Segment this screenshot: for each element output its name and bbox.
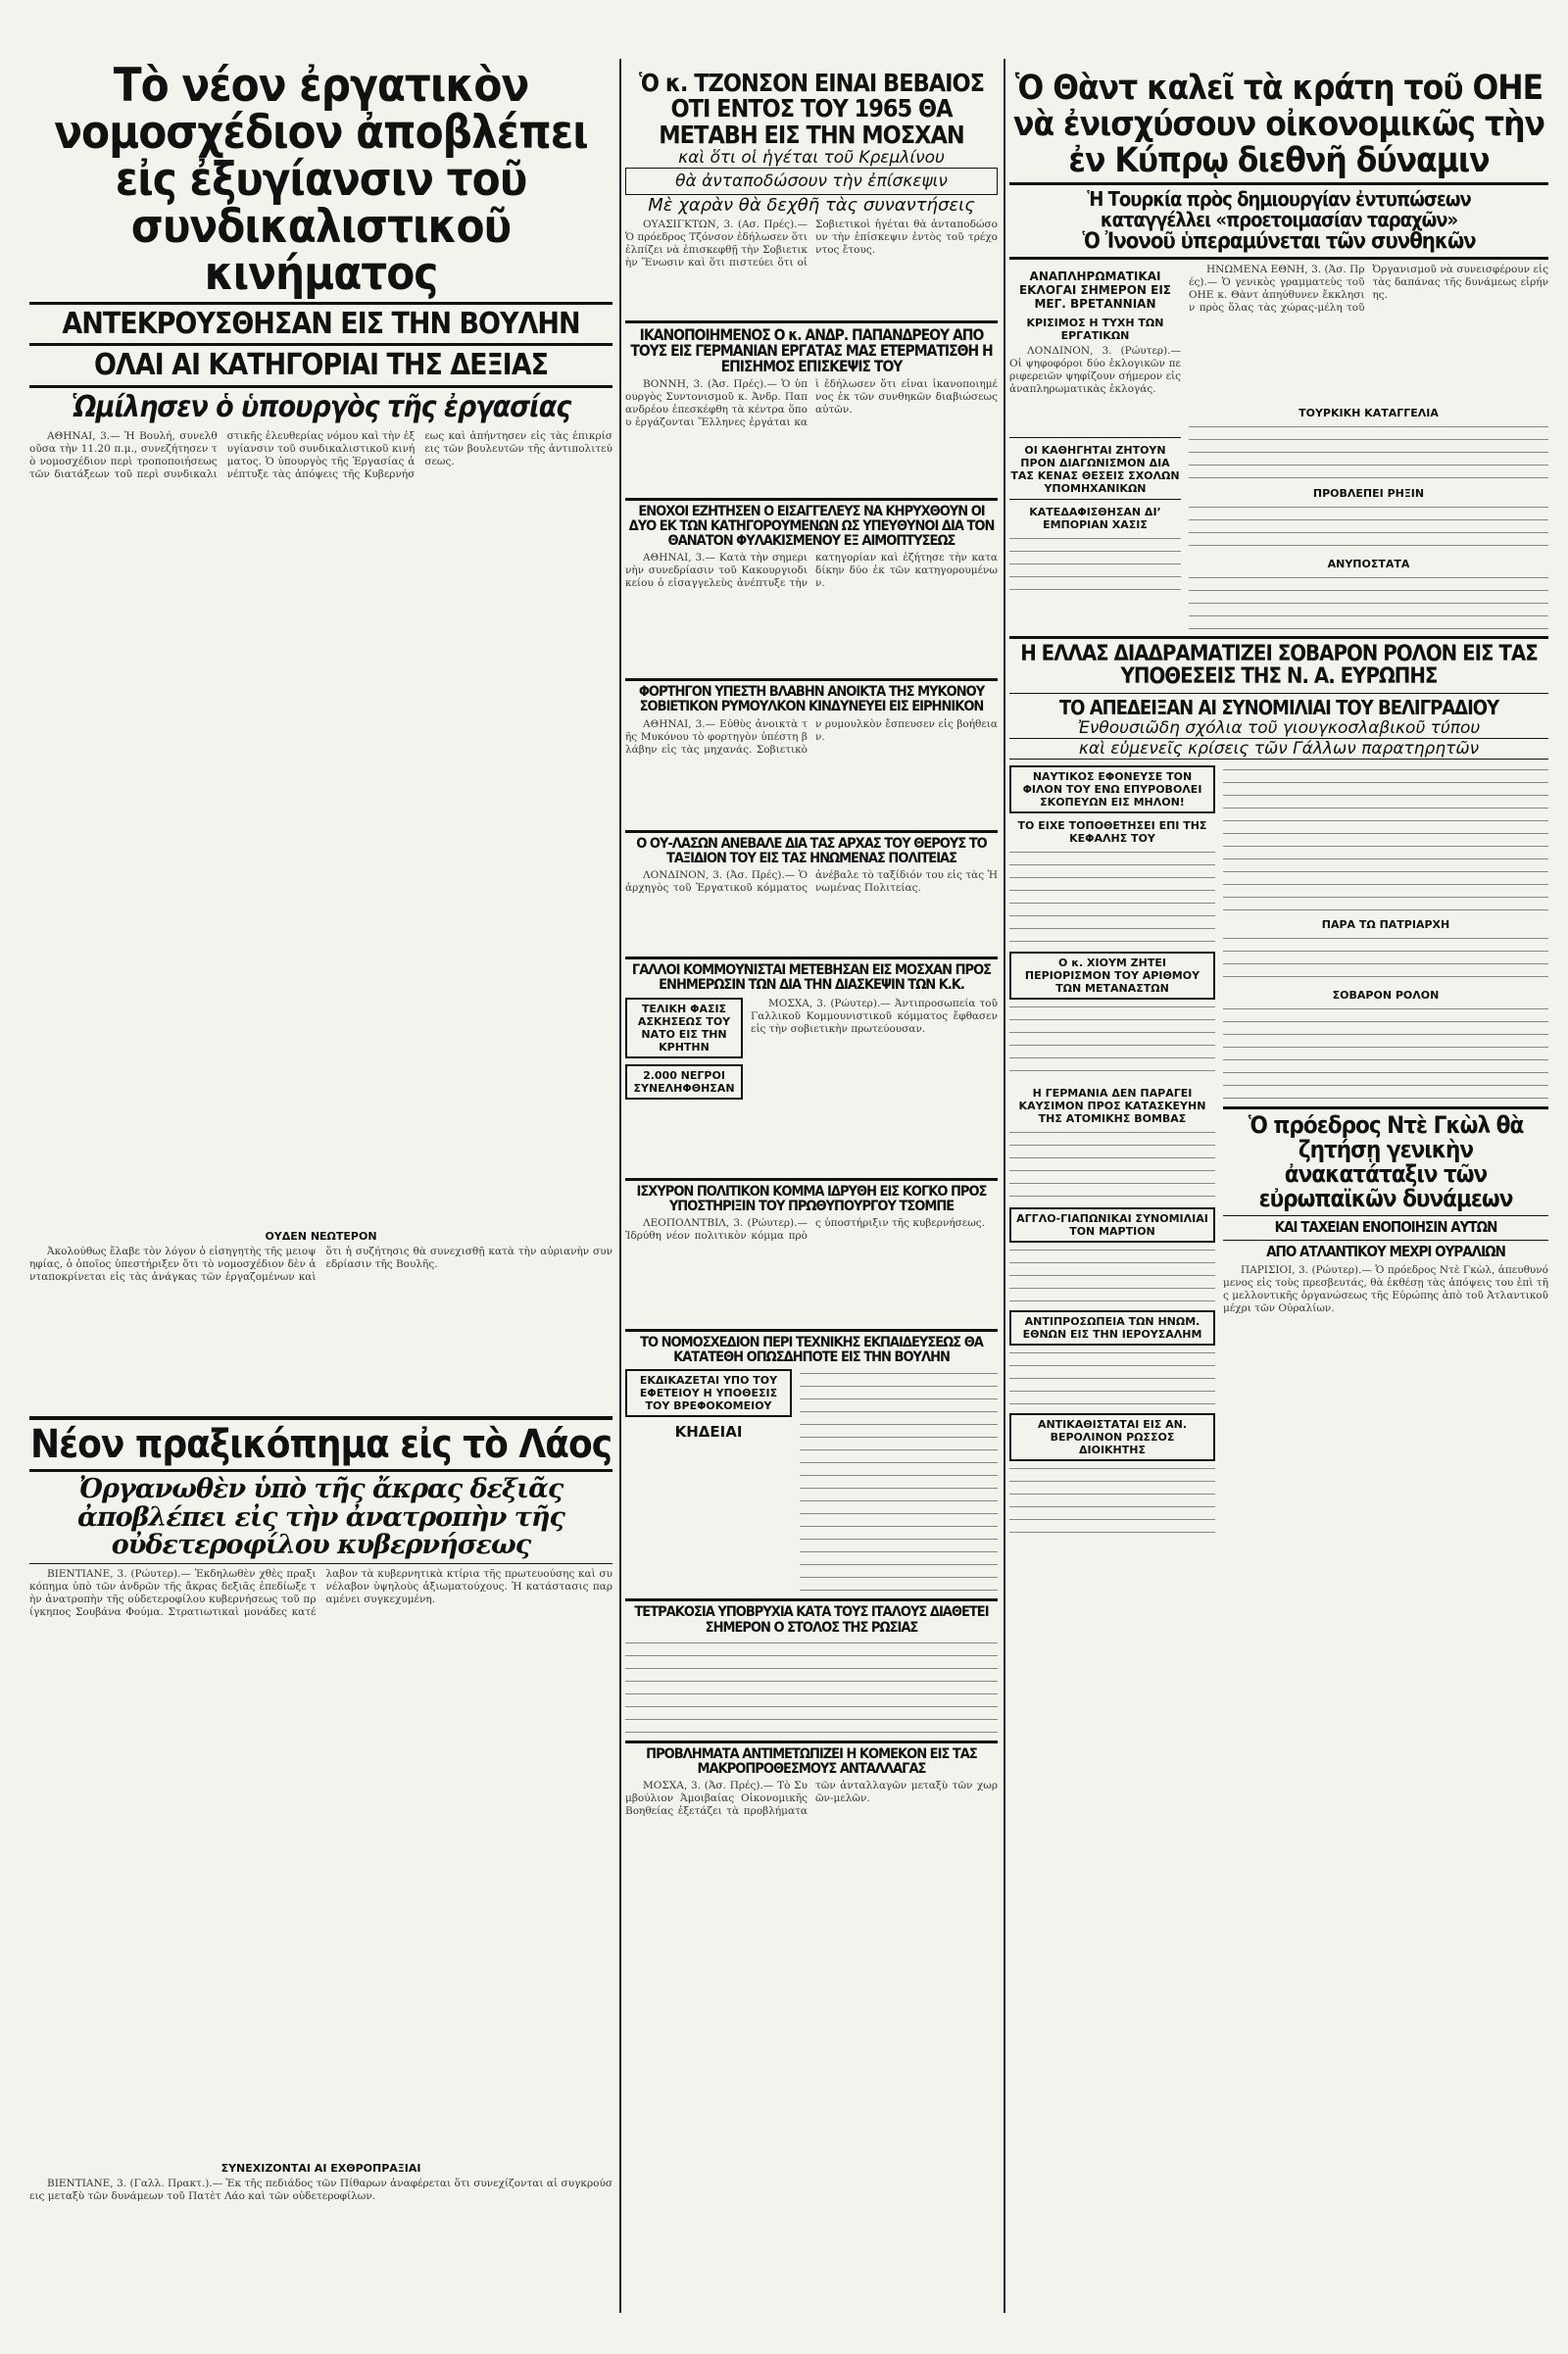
boxed-subhead: ΤΕΛΙΚΗ ΦΑΣΙΣ ΑΣΚΗΣΕΩΣ ΤΟΥ ΝΑΤΟ ΕΙΣ ΤΗΝ ΚΡΗΤΗΝ: [625, 998, 743, 1058]
article-body: ΒΟΝΝΗ, 3. (Ἀσ. Πρές).— Ὁ ὑπουργὸς Συντονισμοῦ κ. Ἀνδρ. Παπανδρέου ἐπεσκέφθη τὰ κέντρα ὅπου ἐργάζονται Ἕλληνες ἐργάται καὶ ἐδήλωσεν ὅτι εἶναι ἱκανοποιημένος ἐκ τῶν συνθηκῶν διαβιώσεως αὐτῶν.: [625, 377, 998, 428]
headline-congo: ΙΣΧΥΡΟΝ ΠΟΛΙΤΙΚΟΝ ΚΟΜΜΑ ΙΔΡΥΘΗ ΕΙΣ ΚΟΓΚΟ ΠΡΟΣ ΥΠΟΣΤΗΡΙΞΙΝ ΤΟΥ ΠΡΩΘΥΠΟΥΡΓΟΥ ΤΣΟΜΠΕ: [636, 1183, 987, 1214]
article-body: ΟΥΑΣΙΓΚΤΩΝ, 3. (Ασ. Πρές).— Ὁ πρόεδρος Τζόνσον ἐδήλωσεν ὅτι ἐλπίζει νὰ ἐπισκεφθῇ τὴν Σοβιετικὴν Ἕνωσιν καὶ ὅτι πιστεύει ὅτι οἱ Σοβιετικοὶ ἡγέται θὰ ἀνταποδώσουν τὴν ἐπίσκεψιν ἐντὸς τοῦ τρέχοντος ἔτους.: [625, 218, 998, 269]
subhead: ΠΑΡΑ ΤΩ ΠΑΤΡΙΑΡΧΗ: [1321, 917, 1450, 931]
article-body: ΑΘΗΝΑΙ, 3.— Ἡ Βουλή, συνελθοῦσα τὴν 11.20 π.μ., συνεζήτησεν τὸ νομοσχέδιον περὶ τροποποιήσεως τῶν διατάξεων τοῦ περὶ συνδικαλιστικῆς ἐλευθερίας νόμου καὶ τὴν ἐξυγίανσιν τοῦ συνδικαλιστικοῦ κινήματος. Ὁ ὑπουργὸς τῆς Ἐργασίας ἀνέπτυξε τὰς ἀπόψεις τῆς Κυβερνήσεως καὶ ἀπήντησεν εἰς τὰς ἐπικρίσεις τῶν βουλευτῶν τῆς ἀντιπολιτεύσεως.: [29, 430, 612, 481]
article-body-filler: [1189, 573, 1548, 632]
divider: [1223, 1106, 1548, 1109]
subhead-un-jerusalem: ΑΝΤΙΠΡΟΣΩΠΕΙΑ ΤΩΝ ΗΝΩΜ. ΕΘΝΩΝ ΕΙΣ ΤΗΝ ΙΕΡΟΥΣΑΛΗΜ: [1009, 1310, 1215, 1346]
article-body-filler: [1009, 1246, 1215, 1304]
subhead: ΑΝΥΠΟΣΤΑΤΑ: [1327, 558, 1410, 571]
deck-minister: Ὡμίλησεν ὁ ὑπουργὸς τῆς ἐργασίας: [71, 389, 571, 424]
deck-french: καὶ εὐμενεῖς κρίσεις τῶν Γάλλων παρατηρητῶν: [1009, 738, 1548, 760]
divider: [1009, 437, 1181, 438]
headline-de-gaulle: Ὁ πρόεδρος Ντὲ Γκὼλ θὰ ζητήσῃ γενικὴν ἀνακατάταξιν τῶν εὐρωπαϊκῶν δυνάμεων: [1248, 1110, 1524, 1213]
headline-papandreou: ΙΚΑΝΟΠΟΙΗΜΕΝΟΣ Ο κ. ΑΝΔΡ. ΠΑΠΑΝΔΡΕΟΥ ΑΠΟ ΤΟΥΣ ΕΙΣ ΓΕΡΜΑΝΙΑΝ ΕΡΓΑΤΑΣ ΜΑΣ ΕΤΕΡΜΑΤΙΣΘΗ Η ΕΠΙΣΗΜΟΣ ΕΠΙΣΚΕΨΙΣ ΤΟΥ: [630, 325, 993, 376]
divider: [625, 1741, 998, 1743]
subhead: ΤΟΥΡΚΙΚΗ ΚΑΤΑΓΓΕΛΙΑ: [1298, 407, 1439, 420]
subhead-apple: ΤΟ ΕΙΧΕ ΤΟΠΟΘΕΤΗΣΕΙ ΕΠΙ ΤΗΣ ΚΕΦΑΛΗΣ ΤΟΥ: [1017, 818, 1207, 845]
divider: [1009, 693, 1548, 694]
article-body-filler: [1223, 1005, 1548, 1103]
article-body: ΜΟΣΧΑ, 3. (Ἀσ. Πρές).— Τὸ Συμβούλιον Ἀμοιβαίας Οἰκονομικῆς Βοηθείας ἐξετάζει τὰ προβλήματα τῶν ἀνταλλαγῶν μεταξὺ τῶν χωρῶν-μελῶν.: [625, 1780, 998, 1818]
divider: [625, 498, 998, 501]
article-body-filler: [1223, 765, 1548, 912]
deck-yugoslav-press: Ἐνθουσιῶδη σχόλια τοῦ γιουγκοσλαβικοῦ τύπου: [1077, 717, 1481, 738]
subhead-teachers: ΟΙ ΚΑΘΗΓΗΤΑΙ ΖΗΤΟΥΝ ΠΡΟΝ ΔΙΑΓΩΝΙΣΜΟΝ ΔΙΑ ΤΑΣ ΚΕΝΑΣ ΘΕΣΕΙΣ ΣΧΟΛΩΝ ΥΠΟΜΗΧΑΝΙΚΩΝ: [1010, 444, 1180, 496]
subhead: ΟΥΔΕΝ ΝΕΩΤΕΡΟΝ: [265, 1230, 377, 1244]
article-body-filler: [800, 1369, 998, 1594]
article-body: ΒΙΕΝΤΙΑΝΕ, 3. (Ρώυτερ).— Ἐκδηλωθὲν χθὲς πραξικόπημα ὑπὸ τῶν ἀνδρῶν τῆς ἄκρας δεξιᾶς ἐπεδίωξε τὴν ἀνατροπὴν τῆς οὐδετεροφίλου κυβερνήσεως τοῦ πρίγκηπος Σουβάνα Φούμα. Στρατιωτικαὶ μονάδες κατέλαβον τὰ κυβερνητικὰ κτίρια τῆς πρωτευούσης καὶ συνέλαβον ὑψηλοὺς ἀξιωματούχους. Ἡ κατάστασις παραμένει συγκεχυμένη.: [29, 1568, 612, 1619]
headline-soviet-fleet: ΤΕΤΡΑΚΟΣΙΑ ΥΠΟΒΡΥΧΙΑ ΚΑΤΑ ΤΟΥΣ ΙΤΑΛΟΥΣ ΔΙΑΘΕΤΕΙ ΣΗΜΕΡΟΝ Ο ΣΤΟΛΟΣ ΤΗΣ ΡΩΣΙΑΣ: [634, 1604, 989, 1636]
article-body: ΑΘΗΝΑΙ, 3.— Κατὰ τὴν σημερινὴν συνεδρίασιν τοῦ Κακουργιοδικείου ὁ εἰσαγγελεὺς ἀνέπτυξε τὴν κατηγορίαν καὶ ἐζήτησε τὴν καταδίκην δύο ἐκ τῶν κατηγορουμένων.: [625, 552, 998, 590]
deck-right-categories: ΟΛΑΙ ΑΙ ΚΑΤΗΓΟΡΙΑΙ ΤΗΣ ΔΕΞΙΑΣ: [93, 348, 549, 383]
article-body: ΛΕΟΠΟΛΝΤΒΙΛ, 3. (Ρώυτερ).— Ἱδρύθη νέον πολιτικὸν κόμμα πρὸς ὑποστήριξιν τῆς κυβερνήσεως.: [625, 1216, 986, 1242]
article-body-filler: [625, 1639, 998, 1737]
article-body: ΒΙΕΝΤΙΑΝΕ, 3. (Γαλλ. Πρακτ.).— Ἐκ τῆς πεδιάδος τῶν Πίθαρων ἀναφέρεται ὅτι συνεχίζονται αἱ συγκρούσεις μεταξὺ τῶν δυνάμεων τοῦ Πατὲτ Λάο καὶ τῶν οὐδετεροφίλων.: [29, 2178, 612, 2203]
subhead: ΣΥΝΕΧΙΖΟΝΤΑΙ ΑΙ ΕΧΘΡΟΠΡΑΞΙΑΙ: [220, 2162, 421, 2176]
divider: [625, 1598, 998, 1601]
article-body-filler: [1223, 934, 1548, 983]
divider: [625, 1329, 998, 1332]
article-body-filler: [1009, 1003, 1215, 1081]
divider: [29, 343, 612, 346]
subhead-by-elections: ΑΝΑΠΛΗΡΩΜΑΤΙΚΑΙ ΕΚΛΟΓΑΙ ΣΗΜΕΡΟΝ ΕΙΣ ΜΕΓ. ΒΡΕΤΑΝΝΙΑΝ: [1018, 270, 1171, 312]
column-middle: [625, 0, 998, 2329]
column-right: [1009, 0, 1548, 2329]
deck-unification: ΚΑΙ ΤΑΧΕΙΑΝ ΕΝΟΠΟΙΗΣΙΝ ΑΥΤΩΝ: [1274, 1218, 1497, 1237]
article-body-filler: [1009, 1464, 1215, 1533]
headline-greece-role: Η ΕΛΛΑΣ ΔΙΑΔΡΑΜΑΤΙΖΕΙ ΣΟΒΑΡΟΝ ΡΟΛΟΝ ΕΙΣ ΤΑΣ ΥΠΟΘΕΣΕΙΣ ΤΗΣ Ν. Α. ΕΥΡΩΠΗΣ: [1020, 642, 1538, 690]
deck-rejected: ΑΝΤΕΚΡΟΥΣΘΗΣΑΝ ΕΙΣ ΤΗΝ ΒΟΥΛΗΝ: [62, 306, 580, 341]
subhead: ΠΡΟΒΛΕΠΕΙ ΡΗΞΙΝ: [1312, 487, 1425, 501]
subhead-funerals: ΚΗΔΕΙΑΙ: [674, 1423, 743, 1442]
article-body: ΠΑΡΙΣΙΟΙ, 3. (Ρώυτερ).— Ὁ πρόεδρος Ντὲ Γκὼλ, ἀπευθυνόμενος εἰς τοὺς πρεσβευτάς, θὰ ἐκθέσῃ τὰς ἀπόψεις του ἐπὶ τῆς μελλοντικῆς ὀργανώσεως τῆς Εὐρώπης ἀπὸ τοῦ Ἀτλαντικοῦ μέχρι τῶν Οὐραλίων.: [1223, 1263, 1548, 1314]
headline-mykonos: ΦΟΡΤΗΓΟΝ ΥΠΕΣΤΗ ΒΛΑΒΗΝ ΑΝΟΙΚΤΑ ΤΗΣ ΜΥΚΟΝΟΥ ΣΟΒΙΕΤΙΚΟΝ ΡΥΜΟΥΛΚΟΝ ΚΙΝΔΥΝΕΥΕΙ ΕΙΣ ΕΙΡΗΝΙΚΟΝ: [638, 684, 985, 715]
subhead: ΣΟΒΑΡΟΝ ΡΟΛΟΝ: [1332, 988, 1440, 1002]
headline-johnson: Ὁ κ. ΤΖΟΝΣΟΝ ΕΙΝΑΙ ΒΕΒΑΙΟΣ ΟΤΙ ΕΝΤΟΣ ΤΟΥ 1965 ΘΑ ΜΕΤΑΒΗ ΕΙΣ ΤΗΝ ΜΟΣΧΑΝ: [639, 69, 984, 149]
headline-wilson: Ο ΟΥ-ΛΑΣΩΝ ΑΝΕΒΑΛΕ ΔΙΑ ΤΑΣ ΑΡΧΑΣ ΤΟΥ ΘΕΡΟΥΣ ΤΟ ΤΑΞΙΔΙΟΝ ΤΟΥ ΕΙΣ ΤΑΣ ΗΝΩΜΕΝΑΣ ΠΟΛΙΤΕΙΑΣ: [636, 835, 987, 866]
article-body: ΛΟΝΔΙΝΟΝ, 3. (Ρώυτερ).— Οἱ ψηφοφόροι δύο ἐκλογικῶν περιφερειῶν ψηφίζουν σήμερον εἰς ἀναπληρωματικὰς ἐκλογάς.: [1009, 345, 1181, 396]
subhead-hume: Ο κ. ΧΙΟΥΜ ΖΗΤΕΙ ΠΕΡΙΟΡΙΣΜΟΝ ΤΟΥ ΑΡΙΘΜΟΥ ΤΩΝ ΜΕΤΑΝΑΣΤΩΝ: [1009, 952, 1215, 1000]
subhead-berlin: ΑΝΤΙΚΑΘΙΣΤΑΤΑΙ ΕΙΣ ΑΝ. ΒΕΡΟΛΙΝΟΝ ΡΩΣΣΟΣ ΔΙΟΙΚΗΤΗΣ: [1009, 1413, 1215, 1461]
deck-laos: Ὀργανωθὲν ὑπὸ τῆς ἄκρας δεξιᾶς ἀποβλέπει εἰς τὴν ἀνατροπὴν τῆς οὐδετεροφίλου κυβερνήσεως: [77, 1474, 564, 1560]
column-rule: [1004, 59, 1005, 2313]
article-body: Ἀκολούθως ἔλαβε τὸν λόγον ὁ εἰσηγητὴς τῆς μειοψηφίας, ὁ ὁποῖος ὑπεστήριξεν ὅτι τὸ νομοσχέδιον δὲν ἀνταποκρίνεται εἰς τὰς ἀνάγκας τῶν ἐργαζομένων καὶ ὅτι ἡ συζήτησις θὰ συνεχισθῇ κατὰ τὴν αὐριανὴν συνεδρίασιν τῆς Βουλῆς.: [29, 1246, 612, 1284]
headline-comecon: ΠΡΟΒΛΗΜΑΤΑ ΑΝΤΙΜΕΤΩΠΙΖΕΙ Η ΚΟΜΕΚΟΝ ΕΙΣ ΤΑΣ ΜΑΚΡΟΠΡΟΘΕΣΜΟΥΣ ΑΝΤΑΛΛΑΓΑΣ: [646, 1745, 977, 1778]
article-body: ΗΝΩΜΕΝΑ ΕΘΝΗ, 3. (Ἀσ. Πρές).— Ὁ γενικὸς γραμματεὺς τοῦ ΟΗΕ κ. Θὰντ ἀπηύθυνεν ἔκκλησιν πρὸς ὅλας τὰς χώρας-μέλη τοῦ Ὀργανισμοῦ νὰ συνεισφέρουν εἰς τὰς δαπάνας τῆς δυνάμεως εἰρήνης.: [1189, 264, 1548, 315]
article-body-filler: [1189, 503, 1548, 552]
article-body-filler: [1009, 1128, 1215, 1202]
divider: [1009, 182, 1548, 185]
subhead-germany-fuel: Η ΓΕΡΜΑΝΙΑ ΔΕΝ ΠΑΡΑΓΕΙ ΚΑΥΣΙΜΟΝ ΠΡΟΣ ΚΑΤΑΣΚΕΥΗΝ ΤΗΣ ΑΤΟΜΙΚΗΣ ΒΟΜΒΑΣ: [1018, 1086, 1206, 1125]
headline-thant: Ὁ Θὰντ καλεῖ τὰ κράτη τοῦ ΟΗΕ νὰ ἐνισχύσουν οἰκονομικῶς τὴν ἐν Κύπρῳ διεθνῆ δύναμιν: [1013, 69, 1544, 180]
subhead-hashish: ΚΑΤΕΔΑΦΙΣΘΗΣΑΝ ΔΙ’ ΕΜΠΟΡΙΑΝ ΧΑΣΙΣ: [1029, 506, 1161, 532]
boxed-subhead: 2.000 ΝΕΓΡΟΙ ΣΥΝΕΛΗΦΘΗΣΑΝ: [625, 1064, 743, 1100]
deck-belgrade: ΤΟ ΑΠΕΔΕΙΞΑΝ ΑΙ ΣΥΝΟΜΙΛΙΑΙ ΤΟΥ ΒΕΛΙΓΡΑΔΙΟΥ: [1058, 695, 1499, 719]
boxed-subhead: ΕΚΔΙΚΑΖΕΤΑΙ ΥΠΟ ΤΟΥ ΕΦΕΤΕΙΟΥ Η ΥΠΟΘΕΣΙΣ ΤΟΥ ΒΡΕΦΟΚΟΜΕΙΟΥ: [625, 1369, 792, 1417]
deck-kremlin: καὶ ὅτι οἱ ἡγέται τοῦ Κρεμλίνου: [678, 147, 945, 168]
deck-turkey: Ἡ Τουρκία πρὸς δημιουργίαν ἐντυπώσεων: [1087, 187, 1471, 212]
article-body-filler: [1009, 534, 1181, 593]
article-body: ΜΟΣΧΑ, 3. (Ρώυτερ).— Ἀντιπροσωπεία τοῦ Γαλλικοῦ Κομμουνιστικοῦ κόμματος ἔφθασεν εἰς τὴν σοβιετικὴν πρωτεύουσαν.: [751, 997, 998, 1035]
headline-laos: Νέον πραξικόπημα εἰς τὸ Λάος: [29, 1422, 612, 1468]
divider: [625, 830, 998, 833]
divider: [1009, 636, 1548, 639]
divider: [625, 1178, 998, 1181]
subhead-labour: ΚΡΙΣΙΜΟΣ Η ΤΥΧΗ ΤΩΝ ΕΡΓΑΤΙΚΩΝ: [1026, 317, 1164, 343]
divider: [29, 1416, 612, 1420]
column-left: [29, 0, 612, 2329]
subhead-anglo-japanese: ΑΓΓΛΟ-ΓΙΑΠΩΝΙΚΑΙ ΣΥΝΟΜΙΛΙΑΙ ΤΟΝ ΜΑΡΤΙΟΝ: [1009, 1207, 1215, 1243]
deck-meetings: Μὲ χαρὰν θὰ δεχθῆ τὰς συναντήσεις: [648, 194, 975, 216]
divider: [1223, 1215, 1548, 1216]
divider: [29, 385, 612, 388]
divider: [1009, 499, 1181, 500]
article-body-filler: [1009, 1349, 1215, 1407]
headline-labor-bill: Τὸ νέον ἐργατικὸν νομοσχέδιον ἀποβλέπει εἰς ἐξυγίανσιν τοῦ συνδικαλιστικοῦ κινήματος: [54, 59, 588, 301]
divider: [625, 956, 998, 959]
article-body-filler: [1009, 848, 1215, 946]
deck-turmoil: καταγγέλλει «προετοιμασίαν ταραχῶν»: [1100, 208, 1458, 232]
divider: [29, 302, 612, 305]
divider: [29, 1563, 612, 1564]
divider: [625, 320, 998, 323]
subhead-sailor: ΝΑΥΤΙΚΟΣ ΕΦΟΝΕΥΣΕ ΤΟΝ ΦΙΛΟΝ ΤΟΥ ΕΝΩ ΕΠΥΡΟΒΟΛΕΙ ΣΚΟΠΕΥΩΝ ΕΙΣ ΜΗΛΟΝ!: [1009, 765, 1215, 813]
headline-french-communists: ΓΑΛΛΟΙ ΚΟΜΜΟΥΝΙΣΤΑΙ ΜΕΤΕΒΗΣΑΝ ΕΙΣ ΜΟΣΧΑΝ ΠΡΟΣ ΕΝΗΜΕΡΩΣΙΝ ΤΩΝ ΔΙΑ ΤΗΝ ΔΙΑΣΚΕΨΙΝ ΤΩΝ Κ.Κ.: [631, 962, 992, 994]
divider: [625, 678, 998, 681]
article-body: ΑΘΗΝΑΙ, 3.— Εὐθὺς ἀνοικτὰ τῆς Μυκόνου τὸ φορτηγὸν ὑπέστη βλάβην εἰς τὰς μηχανάς. Σοβιετικὸν ρυμουλκὸν ἔσπευσεν εἰς βοήθειαν.: [625, 717, 998, 756]
divider: [29, 1469, 612, 1472]
article-body: ΛΟΝΔΙΝΟΝ, 3. (Ἀσ. Πρές).— Ὁ ἀρχηγὸς τοῦ Ἐργατικοῦ κόμματος ἀνέβαλε τὸ ταξίδιόν του εἰς τὰς Ἡνωμένας Πολιτείας.: [625, 869, 998, 895]
deck-inonu: Ὁ Ἰνονοῦ ὑπεραμύνεται τῶν συνθηκῶν: [1082, 229, 1476, 255]
divider: [1009, 257, 1548, 260]
deck-visit: θὰ ἀνταποδώσουν τὴν ἐπίσκεψιν: [625, 168, 998, 195]
article-body-filler: [1189, 422, 1548, 481]
divider: [1223, 1240, 1548, 1241]
headline-prosecutor: ΕΝΟΧΟΙ ΕΖΗΤΗΣΕΝ Ο ΕΙΣΑΓΓΕΛΕΥΣ ΝΑ ΚΗΡΥΧΘΟΥΝ ΟΙ ΔΥΟ ΕΚ ΤΩΝ ΚΑΤΗΓΟΡΟΥΜΕΝΩΝ ΩΣ ΥΠΕΥΘΥΝΟΙ ΔΙΑ ΤΟΝ ΘΑΝΑΤΟΝ ΦΥΛΑΚΙΣΜΕΝΟΥ ΕΞ ΑΙΜΟΠΤΥΣΕΩΣ: [628, 503, 995, 549]
headline-technical-education: ΤΟ ΝΟΜΟΣΧΕΔΙΟΝ ΠΕΡΙ ΤΕΧΝΙΚΗΣ ΕΚΠΑΙΔΕΥΣΕΩΣ ΘΑ ΚΑΤΑΤΕΘΗ ΟΠΩΣΔΗΠΟΤΕ ΕΙΣ ΤΗΝ ΒΟΥΛΗΝ: [640, 1334, 983, 1366]
column-rule: [619, 59, 621, 2313]
deck-atlantic-urals: ΑΠΟ ΑΤΛΑΝΤΙΚΟΥ ΜΕΧΡΙ ΟΥΡΑΛΙΩΝ: [1266, 1243, 1505, 1261]
